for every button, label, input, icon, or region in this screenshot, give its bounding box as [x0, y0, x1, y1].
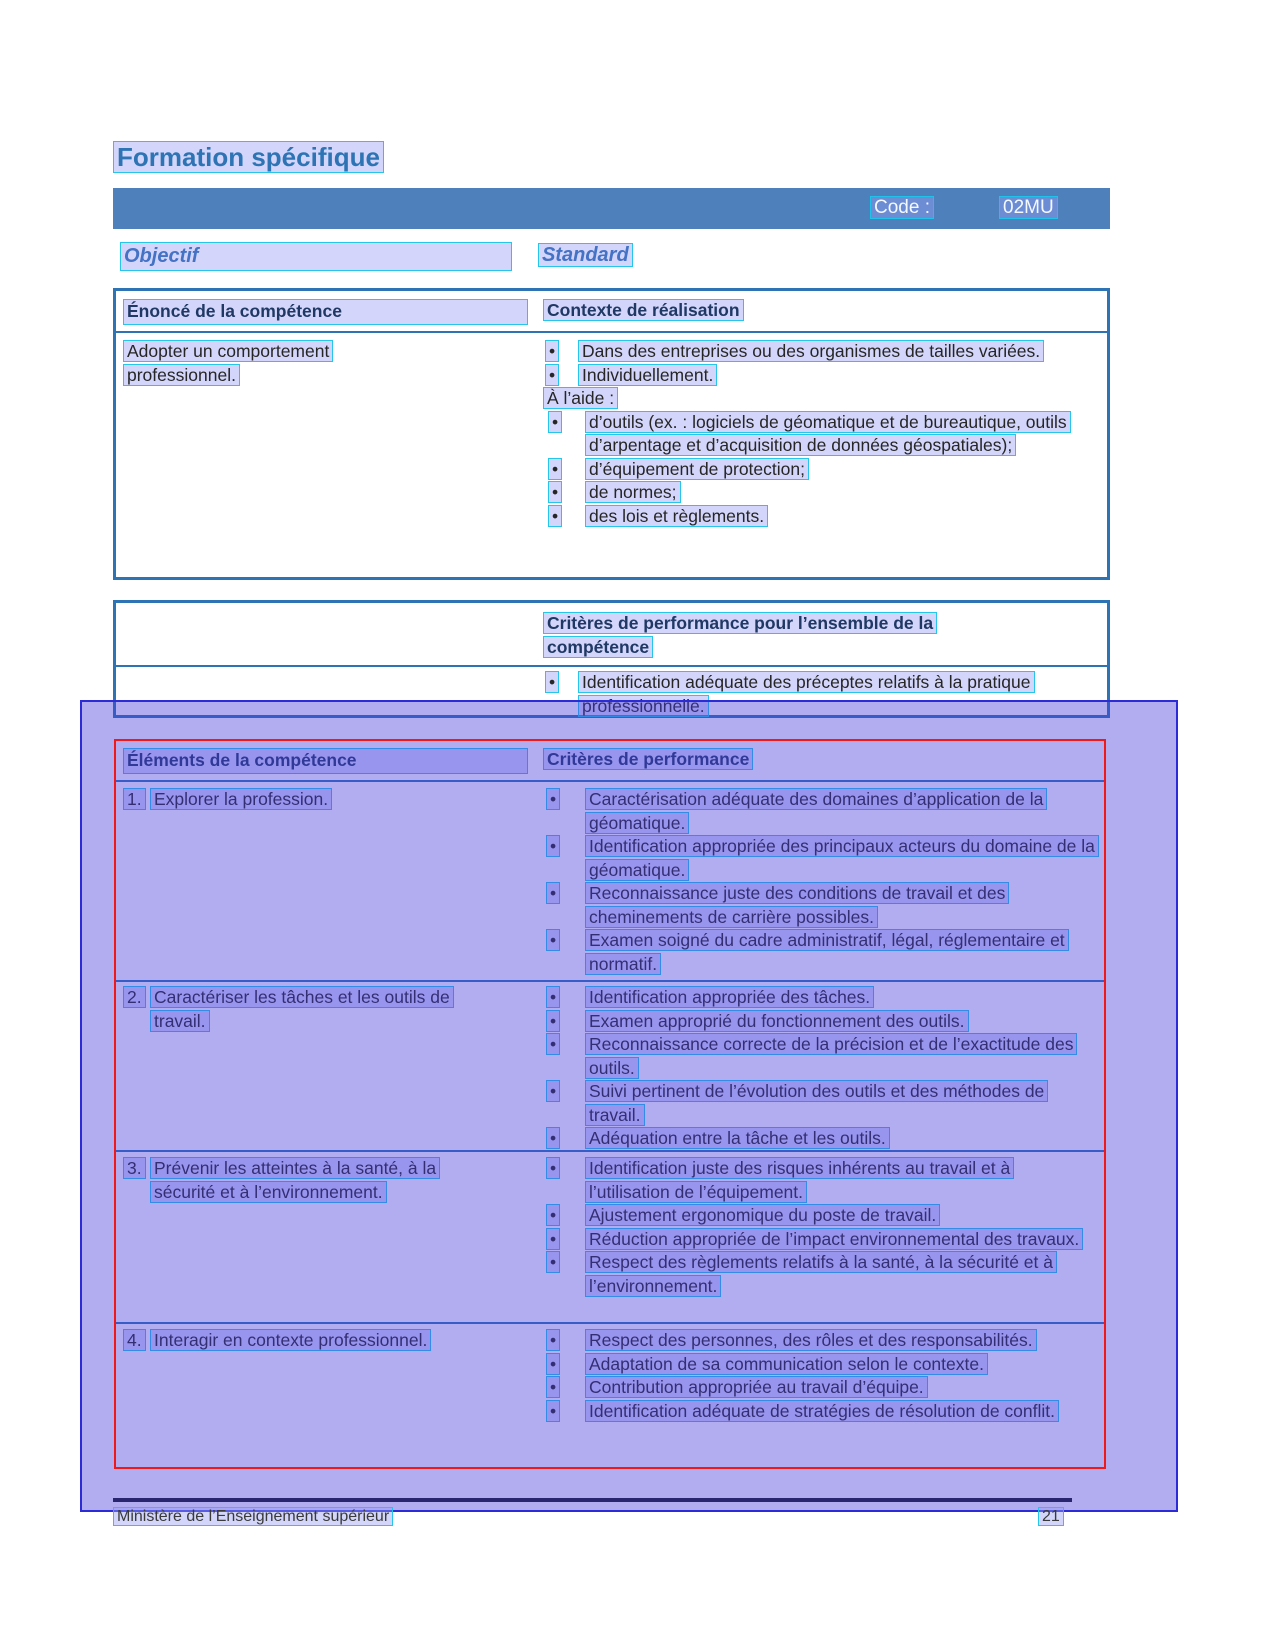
aid-label: À l’aide : — [543, 387, 618, 409]
element-row-3 — [115, 1150, 1105, 1322]
aid-bullet-text: de normes; — [585, 481, 681, 503]
criterion-text: Identification adéquate de stratégies de résolution de conflit. — [585, 1400, 1059, 1422]
criterion-item — [543, 788, 1101, 835]
section-headings — [120, 242, 1110, 274]
criterion-text: Identification juste des risques inhérents au travail et à l’utilisation de l’équipement. — [585, 1157, 1014, 1203]
bullet-icon — [545, 364, 578, 388]
column-header-enonce: Énoncé de la compétence — [123, 299, 528, 325]
code-label: Code : — [870, 196, 934, 219]
elements-table-header — [115, 740, 1105, 782]
overall-criterion-text: Identification adéquate des préceptes relatifs à la pratique professionnelle. — [578, 671, 1035, 717]
bullet-icon — [546, 1080, 585, 1104]
element-cell — [115, 986, 543, 1150]
criterion-item — [543, 929, 1101, 976]
competence-table-body — [116, 333, 1107, 528]
criterion-item — [543, 1127, 1101, 1151]
code-value-wrap — [999, 195, 1058, 220]
bullet-icon — [546, 882, 585, 906]
element-cell — [115, 788, 543, 980]
footer-text-wrap — [113, 1506, 393, 1527]
element-number: 2. — [123, 986, 146, 1008]
context-bullet-item — [543, 364, 1103, 388]
element-text: Explorer la profession. — [150, 788, 332, 810]
criterion-item — [543, 835, 1101, 882]
criteria-cell — [543, 788, 1105, 980]
aid-bullet-item — [543, 411, 1103, 458]
code-value: 02MU — [999, 196, 1058, 219]
element-text: Caractériser les tâches et les outils de travail. — [150, 986, 454, 1032]
criterion-text: Caractérisation adéquate des domaines d’application de la géomatique. — [585, 788, 1047, 834]
page-number-wrap — [1038, 1506, 1064, 1527]
bullet-icon — [546, 835, 585, 859]
empty-cell — [116, 671, 543, 718]
column-header-criteres: Critères de performance — [543, 748, 753, 770]
bullet-icon — [546, 1204, 585, 1228]
code-label-wrap — [870, 195, 934, 220]
bullet-icon — [546, 1376, 585, 1400]
criterion-item — [543, 1353, 1101, 1377]
criterion-item — [543, 1376, 1101, 1400]
context-bullet-text: Individuellement. — [578, 364, 717, 386]
criteria-cell — [543, 1157, 1105, 1322]
bullet-icon — [546, 929, 585, 953]
criterion-text: Ajustement ergonomique du poste de travail. — [585, 1204, 940, 1226]
criterion-item — [543, 1251, 1101, 1298]
header-cell-contexte — [543, 299, 1107, 331]
footer-rule — [113, 1498, 1072, 1502]
element-row-1 — [115, 782, 1105, 980]
heading-standard-wrap — [538, 242, 633, 269]
footer-text: Ministère de l’Enseignement supérieur — [113, 1507, 393, 1526]
bullet-icon — [545, 340, 578, 364]
element-row-4 — [115, 1322, 1105, 1468]
element-row-2 — [115, 980, 1105, 1150]
criterion-text: Suivi pertinent de l’évolution des outils et des méthodes de travail. — [585, 1080, 1048, 1126]
competence-statement: Adopter un comportement professionnel. — [123, 340, 333, 386]
criterion-item — [543, 986, 1101, 1010]
bullet-icon — [546, 1033, 585, 1057]
context-bullet-item — [543, 340, 1103, 364]
element-number: 4. — [123, 1329, 146, 1351]
column-header-elements: Éléments de la compétence — [123, 748, 528, 774]
overall-criteria-header: Critères de performance pour l’ensemble de la compétence — [543, 612, 937, 658]
code-header-bar — [113, 188, 1110, 229]
criterion-text: Réduction appropriée de l’impact environnemental des travaux. — [585, 1228, 1083, 1250]
aid-bullet-item — [543, 458, 1103, 482]
heading-objectif: Objectif — [120, 242, 512, 271]
competence-statement-cell — [116, 340, 543, 528]
aid-bullet-item — [543, 481, 1103, 505]
bullet-icon — [546, 1329, 585, 1353]
element-text: Interagir en contexte professionnel. — [150, 1329, 431, 1351]
empty-cell — [116, 612, 543, 665]
aid-bullet-text: d’équipement de protection; — [585, 458, 809, 480]
page-title-text: Formation spécifique — [113, 141, 384, 173]
header-cell-criteres — [543, 748, 1105, 780]
criterion-item — [543, 1204, 1101, 1228]
bullet-icon — [548, 411, 585, 435]
criterion-item — [543, 882, 1101, 929]
bullet-icon — [546, 1010, 585, 1034]
header-cell-elements — [115, 748, 543, 780]
criteria-cell — [543, 986, 1105, 1150]
bullet-icon — [545, 671, 578, 695]
criterion-text: Contribution appropriée au travail d’équipe. — [585, 1376, 928, 1398]
overall-criteria-cell — [543, 671, 1107, 718]
page-title — [113, 141, 384, 174]
bullet-icon — [546, 986, 585, 1010]
criterion-item — [543, 1228, 1101, 1252]
aid-bullet-text: des lois et règlements. — [585, 505, 768, 527]
competence-context-table — [113, 288, 1110, 580]
criterion-text: Reconnaissance correcte de la précision et de l’exactitude des outils. — [585, 1033, 1077, 1079]
criterion-text: Reconnaissance juste des conditions de travail et des cheminements de carrière possibles. — [585, 882, 1009, 928]
column-header-contexte: Contexte de réalisation — [543, 299, 744, 321]
aid-bullet-item — [543, 505, 1103, 529]
criterion-text: Examen soigné du cadre administratif, légal, réglementaire et normatif. — [585, 929, 1069, 975]
criterion-text: Respect des personnes, des rôles et des responsabilités. — [585, 1329, 1037, 1351]
element-number: 3. — [123, 1157, 146, 1179]
header-cell-enonce — [116, 299, 543, 331]
criteria-cell — [543, 1329, 1105, 1468]
element-cell — [115, 1157, 543, 1322]
bullet-icon — [546, 1157, 585, 1181]
overall-criterion-item — [543, 671, 1103, 718]
page-number: 21 — [1038, 1507, 1064, 1526]
criterion-item — [543, 1157, 1101, 1204]
criterion-item — [543, 1080, 1101, 1127]
criterion-item — [543, 1033, 1101, 1080]
overall-criteria-body — [116, 667, 1107, 718]
bullet-icon — [546, 788, 585, 812]
criterion-item — [543, 1329, 1101, 1353]
bullet-icon — [546, 1400, 585, 1424]
element-cell — [115, 1329, 543, 1468]
context-cell — [543, 340, 1107, 528]
criterion-text: Examen approprié du fonctionnement des outils. — [585, 1010, 969, 1032]
bullet-icon — [548, 505, 585, 529]
criterion-text: Adaptation de sa communication selon le contexte. — [585, 1353, 988, 1375]
context-bullet-text: Dans des entreprises ou des organismes de tailles variées. — [578, 340, 1044, 362]
element-text: Prévenir les atteintes à la santé, à la sécurité et à l’environnement. — [150, 1157, 440, 1203]
bullet-icon — [546, 1228, 585, 1252]
bullet-icon — [546, 1127, 585, 1151]
criterion-text: Identification appropriée des tâches. — [585, 986, 874, 1008]
heading-standard: Standard — [538, 243, 633, 267]
criterion-text: Respect des règlements relatifs à la santé, à la sécurité et à l’environnement. — [585, 1251, 1057, 1297]
criterion-text: Identification appropriée des principaux acteurs du domaine de la géomatique. — [585, 835, 1099, 881]
competence-table-header — [116, 291, 1107, 333]
overall-criteria-table — [113, 600, 1110, 718]
aid-bullet-text: d’outils (ex. : logiciels de géomatique et de bureautique, outils d’arpentage et d’acquisition de données géospatiales); — [585, 411, 1071, 457]
criterion-text: Adéquation entre la tâche et les outils. — [585, 1127, 890, 1149]
criterion-item — [543, 1400, 1101, 1424]
overall-criteria-header-cell — [543, 612, 1107, 665]
bullet-icon — [548, 458, 585, 482]
bullet-icon — [548, 481, 585, 505]
overall-criteria-header-row — [116, 603, 1107, 667]
aid-label-line — [543, 387, 1103, 411]
criterion-item — [543, 1010, 1101, 1034]
element-number: 1. — [123, 788, 146, 810]
bullet-icon — [546, 1353, 585, 1377]
elements-table — [115, 740, 1105, 1468]
bullet-icon — [546, 1251, 585, 1275]
